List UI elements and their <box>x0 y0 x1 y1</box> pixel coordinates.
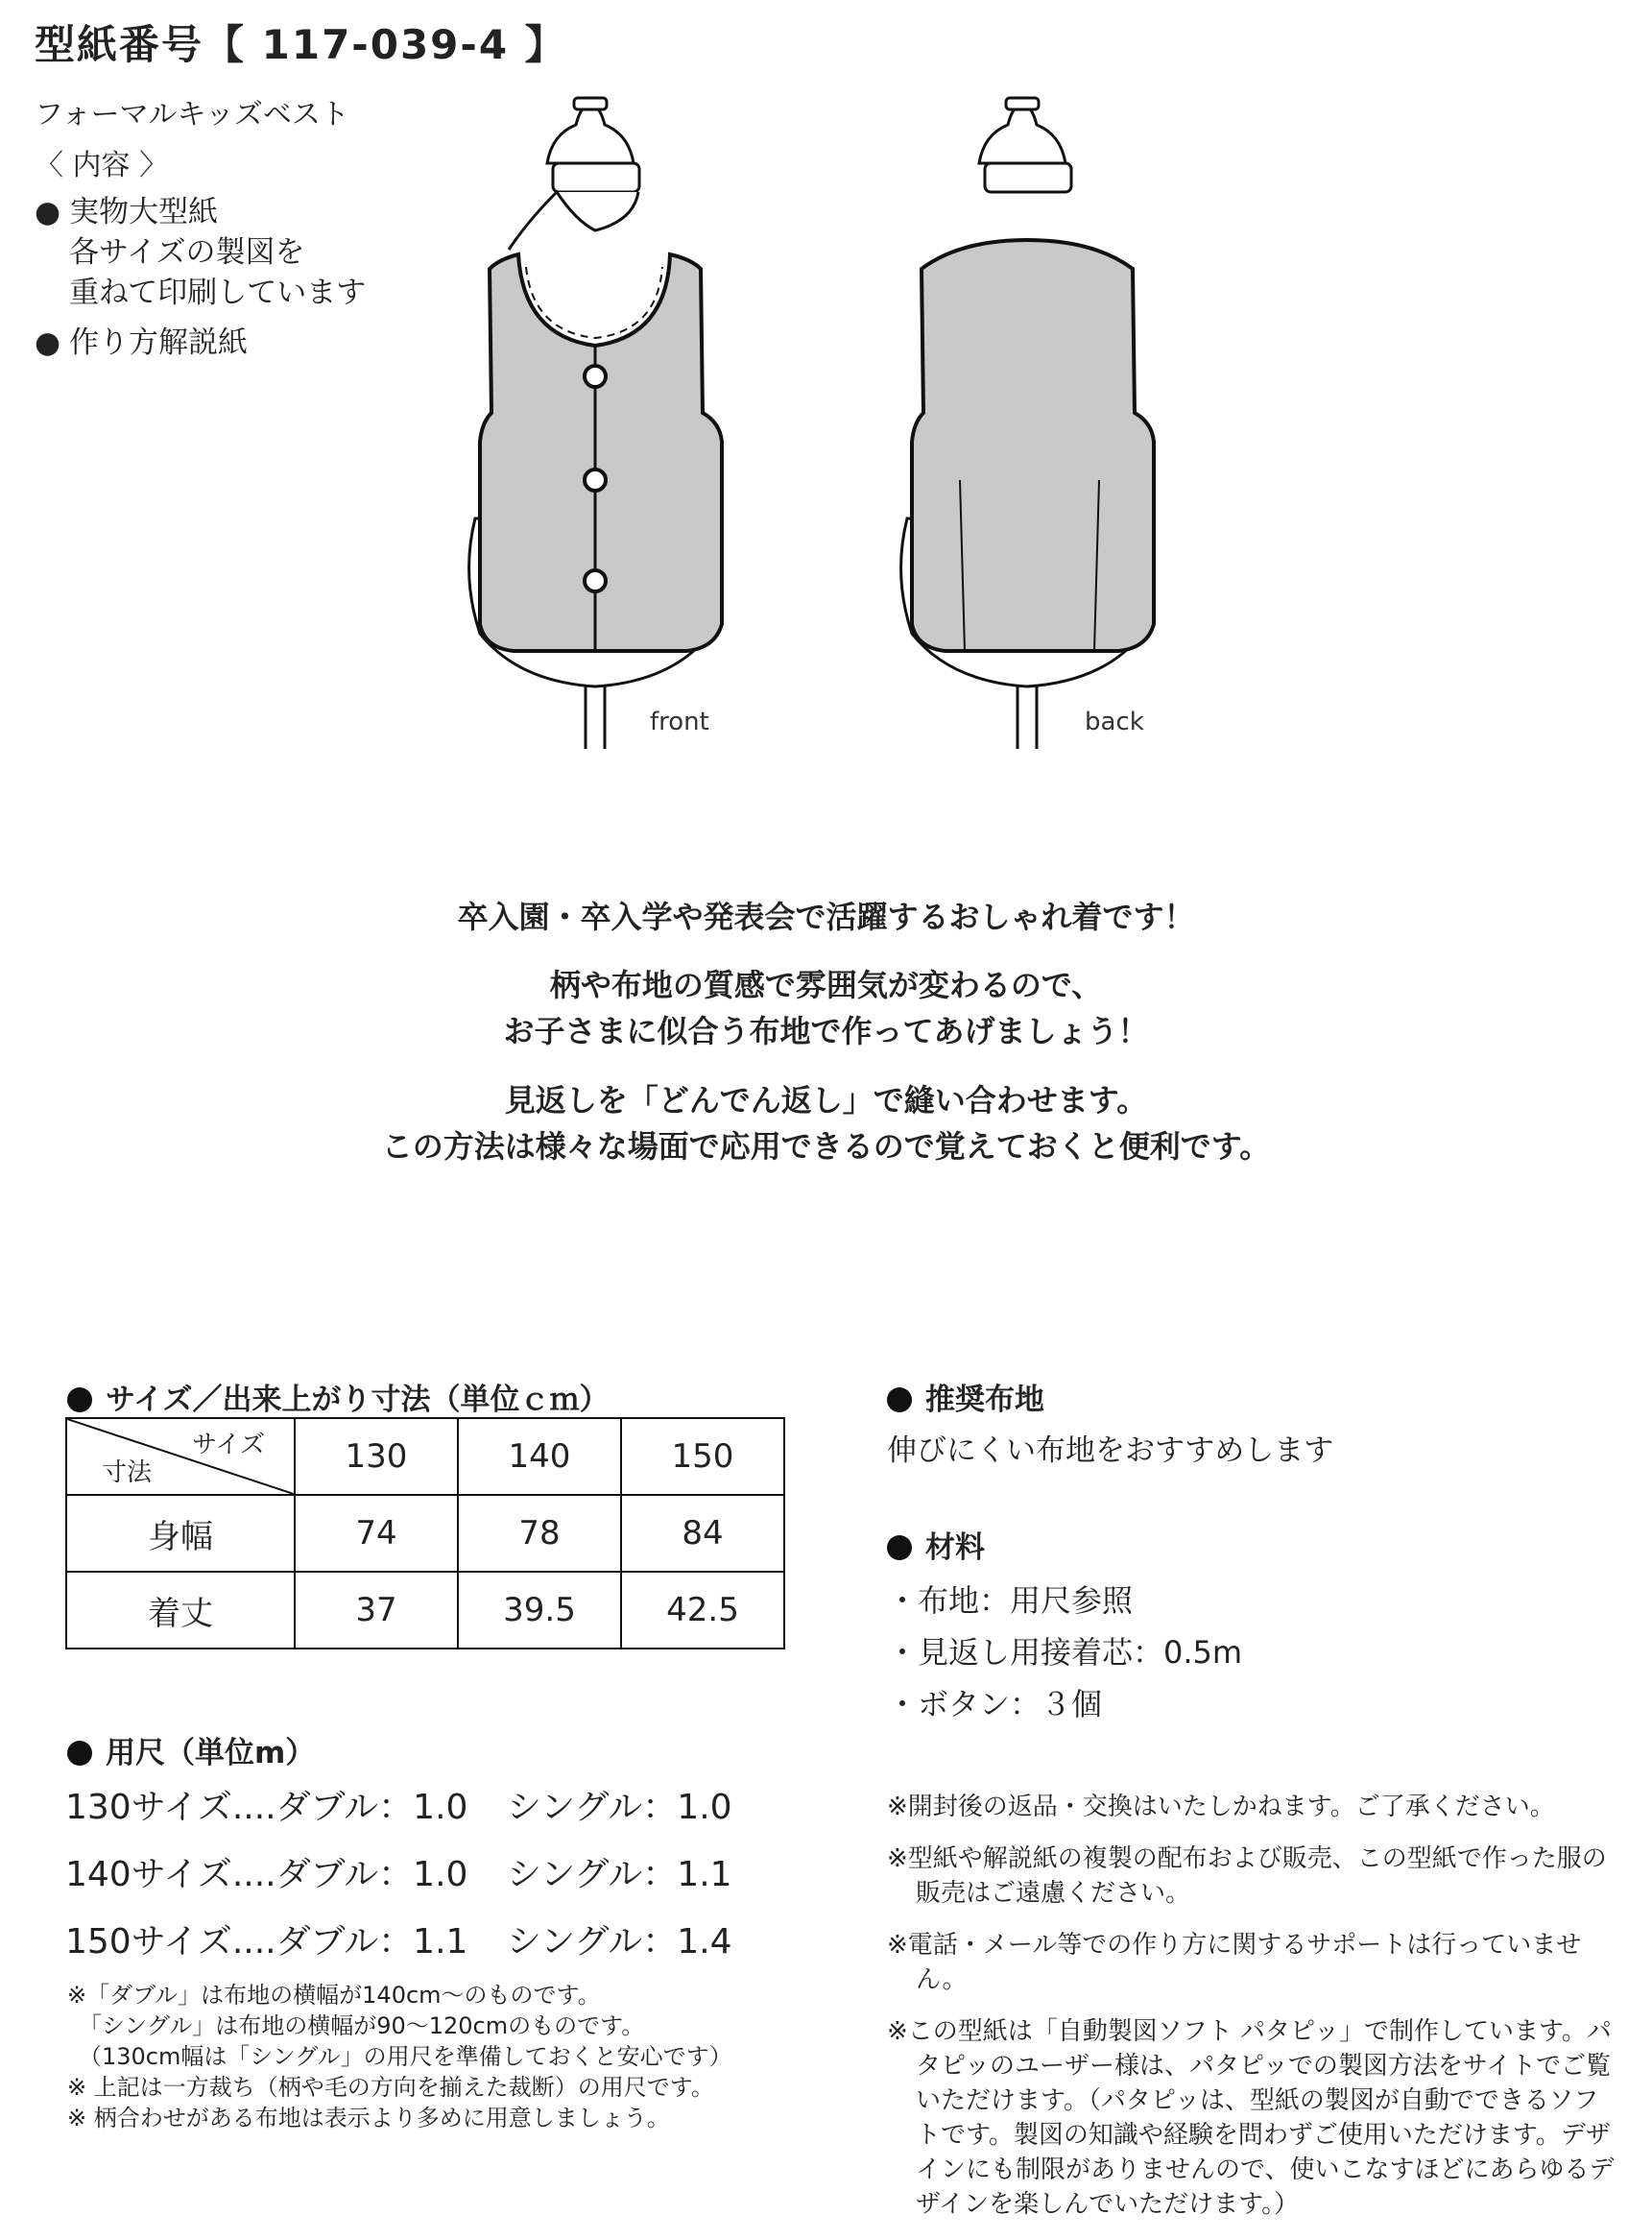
yardage-row <box>65 1842 732 1909</box>
yardage-note: （130cm幅は「シングル」の用尺を準備しておくと安心です） <box>67 2043 732 2070</box>
legal-note: ※電話・メール等での作り方に関するサポートは行っていません。 <box>887 1931 1582 1994</box>
front-vest <box>480 254 722 651</box>
yardage-double: 140サイズ....ダブル：1.0 <box>65 1855 468 1894</box>
pattern-number-title: 型紙番号【 117-039-4 】 <box>35 21 567 68</box>
row-label: 身幅 <box>66 1495 295 1572</box>
material-item: ・布地：用尺参照 <box>887 1582 1134 1619</box>
table-cell: 78 <box>458 1495 621 1572</box>
contents-item <box>35 232 366 273</box>
materials-list <box>887 1575 1242 1730</box>
size-section-heading <box>67 1375 610 1418</box>
bullet-icon: ● <box>35 195 61 229</box>
contents-item <box>35 273 366 313</box>
bullet-spacer <box>35 232 65 273</box>
bullet-spacer <box>35 273 65 313</box>
table-cell: 84 <box>621 1495 784 1572</box>
bullet-icon: ● <box>35 325 61 360</box>
table-cell: 74 <box>295 1495 458 1572</box>
corner-size-label: サイズ <box>192 1431 265 1459</box>
yardage-note: ※ 上記は一方裁ち（柄や毛の方向を揃えた裁断）の用尺です。 <box>67 2074 714 2101</box>
material-item: ・見返し用接着芯：0.5m <box>887 1634 1243 1671</box>
recommended-heading-text: 推奨布地 <box>925 1383 1044 1417</box>
size-column-header: 130 <box>295 1418 458 1495</box>
size-column-header: 140 <box>458 1418 621 1495</box>
contents-item-text: 作り方解説紙 <box>69 325 248 360</box>
back-label: back <box>1085 708 1144 736</box>
description-line-1: 卒入園・卒入学や発表会で活躍するおしゃれ着です！ <box>457 899 1195 935</box>
legal-note: ※開封後の返品・交換はいたしかねます。ご了承ください。 <box>887 1793 1555 1821</box>
front-label: front <box>650 708 709 736</box>
table-cell: 39.5 <box>458 1572 621 1649</box>
legal-note: ※この型紙は「自動製図ソフト パタピッ」で制作しています。パタピッのユーザー様は、パタピッでの製図方法をサイトでご覧いただけます。（パタピッは、型紙の製図が自動でできるソフトです。製図の知識や経験を問わずご使用いただけます。デザインにも制限がありませんので、使いこなすほどにあらゆるデザインを楽しんでいただけます。） <box>887 2017 1615 2219</box>
table-row <box>66 1495 784 1572</box>
yardage-note: 「シングル」は布地の横幅が90〜120cmのものです。 <box>67 2012 645 2039</box>
contents-item-text: 各サイズの製図を <box>69 235 305 270</box>
legal-note: ※型紙や解説紙の複製の配布および販売、この型紙で作った服の販売はご遠慮ください。 <box>887 1844 1607 1908</box>
legal-notes <box>887 1790 1616 2239</box>
contents-item-text: 実物大型紙 <box>69 195 218 229</box>
description-line-2: 柄や布地の質感で雰囲気が変わるので、 <box>549 967 1103 1003</box>
yardage-single: シングル：1.1 <box>507 1855 732 1894</box>
vest-illustration <box>422 96 1267 845</box>
size-heading-text: サイズ／出来上がり寸法（単位ｃｍ） <box>106 1383 610 1417</box>
description-line-4: 見返しを「どんでん返し」で縫い合わせます。 <box>504 1082 1148 1119</box>
contents-item <box>35 192 366 232</box>
materials-heading-text: 材料 <box>925 1530 985 1565</box>
yardage-list <box>65 1774 732 1976</box>
recommended-fabric-text: 伸びにくい布地をおすすめします <box>887 1433 1334 1468</box>
corner-measure-label: 寸法 <box>102 1458 153 1487</box>
product-name: フォーマルキッズベスト <box>35 98 349 132</box>
yardage-heading-text: 用尺（単位m） <box>106 1736 316 1770</box>
table-header-row <box>66 1418 784 1495</box>
table-cell: 42.5 <box>621 1572 784 1649</box>
table-row <box>66 1572 784 1649</box>
table-corner-cell <box>66 1418 295 1495</box>
description-line-5: この方法は様々な場面で応用できるので覚えておくと便利です。 <box>381 1128 1271 1165</box>
yardage-note: ※ 柄合わせがある布地は表示より多めに用意しましょう。 <box>67 2105 670 2131</box>
contents-item <box>35 323 366 363</box>
bullet-icon <box>887 1387 912 1412</box>
bullet-icon <box>67 1387 92 1412</box>
yardage-single: シングル：1.4 <box>507 1922 732 1962</box>
back-vest <box>912 240 1154 651</box>
materials-heading <box>887 1523 985 1566</box>
description-line-3: お子さまに似合う布地で作ってあげましょう！ <box>503 1013 1149 1049</box>
contents-label: 〈 内容 〉 <box>35 149 169 182</box>
contents-item-text: 重ねて印刷しています <box>69 276 367 310</box>
yardage-single: シングル：1.0 <box>507 1788 732 1827</box>
row-label: 着丈 <box>66 1572 295 1649</box>
recommended-fabric-heading <box>887 1375 1044 1418</box>
contents-list <box>35 192 366 373</box>
yardage-heading <box>67 1728 315 1771</box>
yardage-double: 150サイズ....ダブル：1.1 <box>65 1922 468 1962</box>
yardage-double: 130サイズ....ダブル：1.0 <box>65 1788 468 1827</box>
size-table <box>65 1417 785 1649</box>
material-item: ・ボタン：３個 <box>887 1686 1103 1722</box>
bullet-icon <box>67 1741 92 1766</box>
yardage-row <box>65 1909 732 1976</box>
yardage-row <box>65 1774 732 1842</box>
table-cell: 37 <box>295 1572 458 1649</box>
size-column-header: 150 <box>621 1418 784 1495</box>
bullet-icon <box>887 1535 912 1560</box>
yardage-note: ※「ダブル」は布地の横幅が140cm〜のものです。 <box>67 1982 601 2009</box>
yardage-notes <box>67 1980 732 2133</box>
